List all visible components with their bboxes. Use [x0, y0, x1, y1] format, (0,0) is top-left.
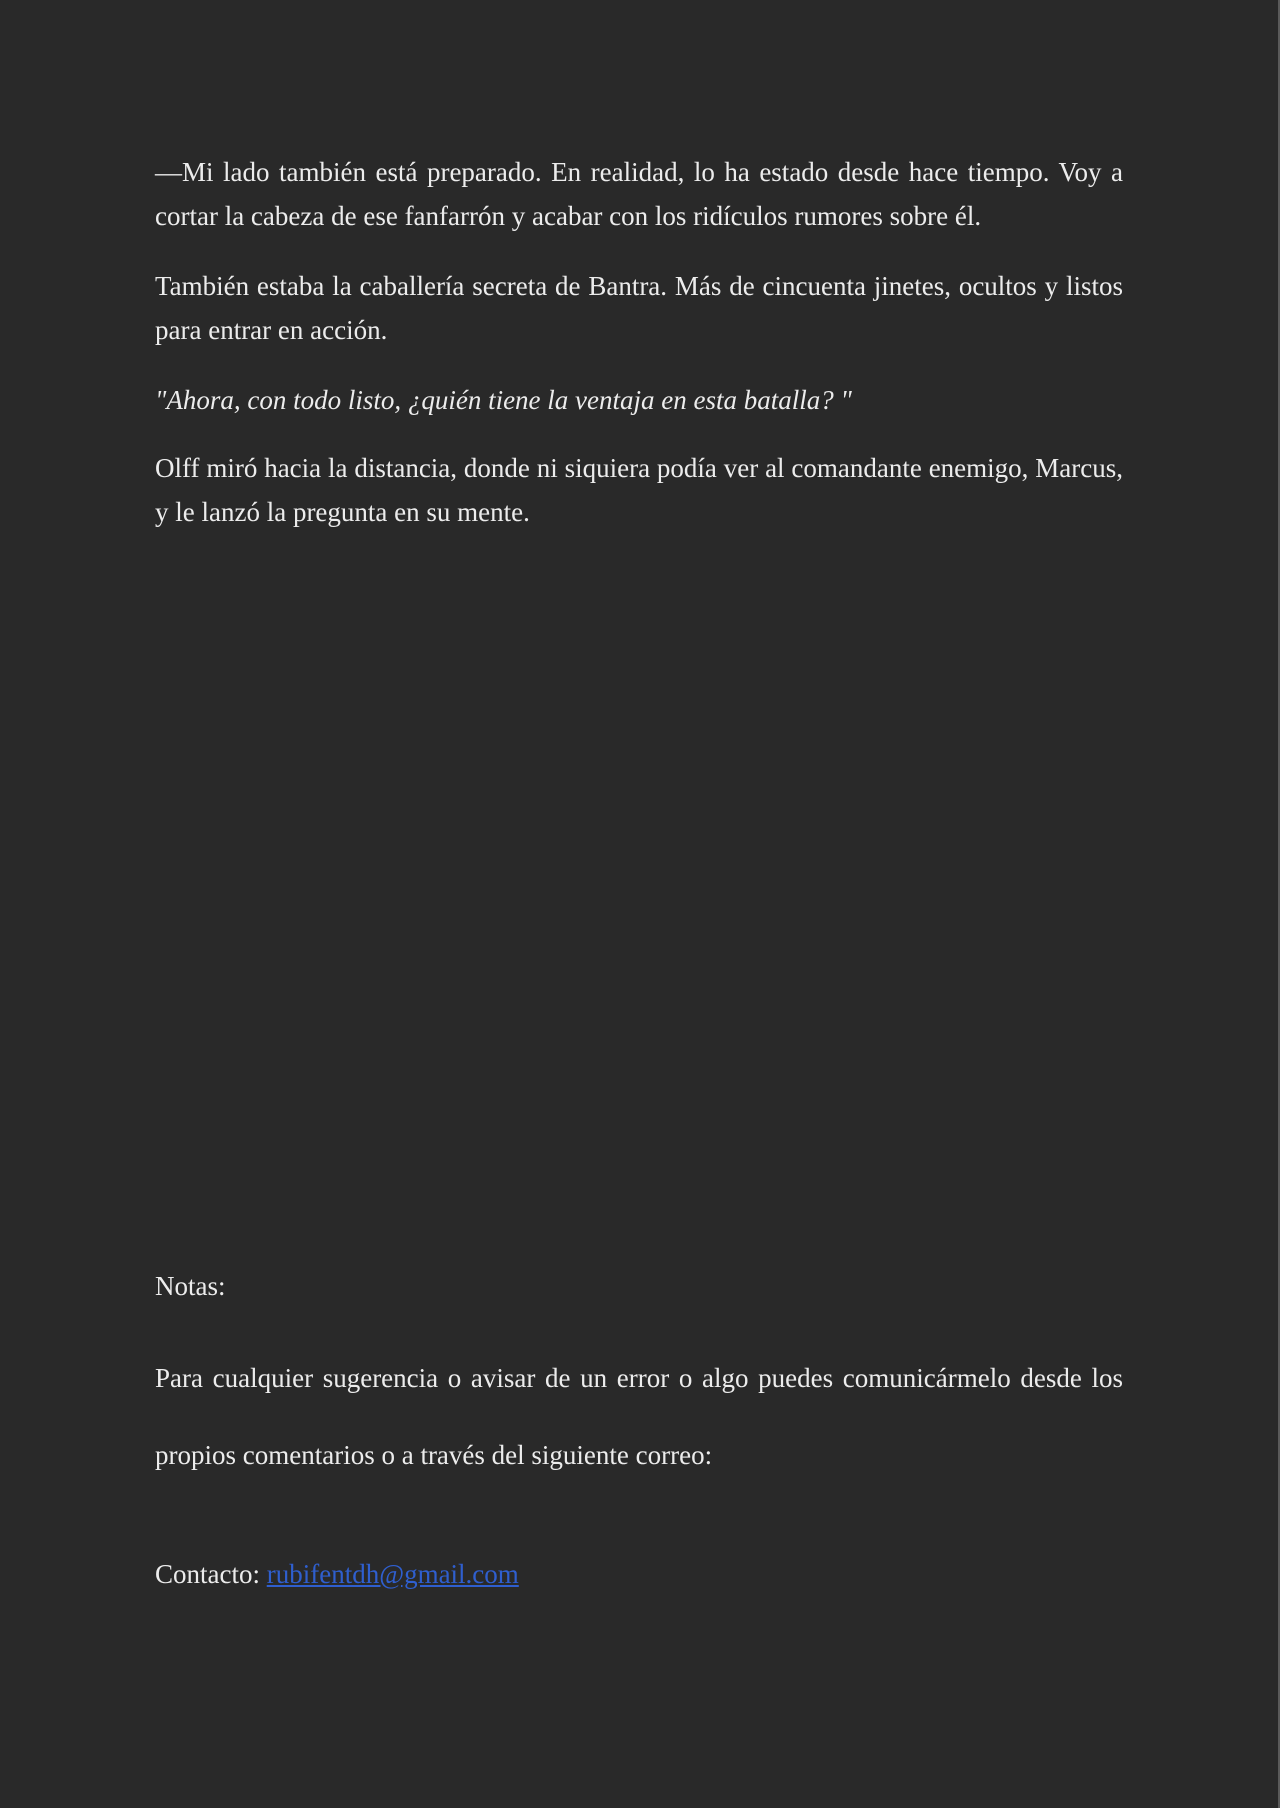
contact-email-link[interactable]: rubifentdh@gmail.com	[266, 1559, 519, 1589]
contact-line	[155, 1552, 1123, 1596]
paragraph: También estaba la caballería secreta de Bantra. Más de cincuenta jinetes, ocultos y listos para entrar en acción.	[155, 271, 1123, 345]
italic-thought-paragraph: "Ahora, con todo listo, ¿quién tiene la ventaja en esta batalla? "	[155, 385, 852, 415]
notes-section	[155, 1264, 1123, 1596]
notes-title: Notas:	[155, 1271, 226, 1301]
notes-body: Para cualquier sugerencia o avisar de un error o algo puedes comunicármelo desde los propios comentarios o a través del siguiente correo:	[155, 1363, 1123, 1470]
paragraph: Olff miró hacia la distancia, donde ni siquiera podía ver al comandante enemigo, Marcus, y le lanzó la pregunta en su mente.	[155, 453, 1123, 527]
contact-label: Contacto:	[155, 1559, 267, 1589]
chapter-content	[155, 150, 1123, 560]
paragraph: —Mi lado también está preparado. En realidad, lo ha estado desde hace tiempo. Voy a cortar la cabeza de ese fanfarrón y acabar con los ridículos rumores sobre él.	[155, 157, 1123, 231]
